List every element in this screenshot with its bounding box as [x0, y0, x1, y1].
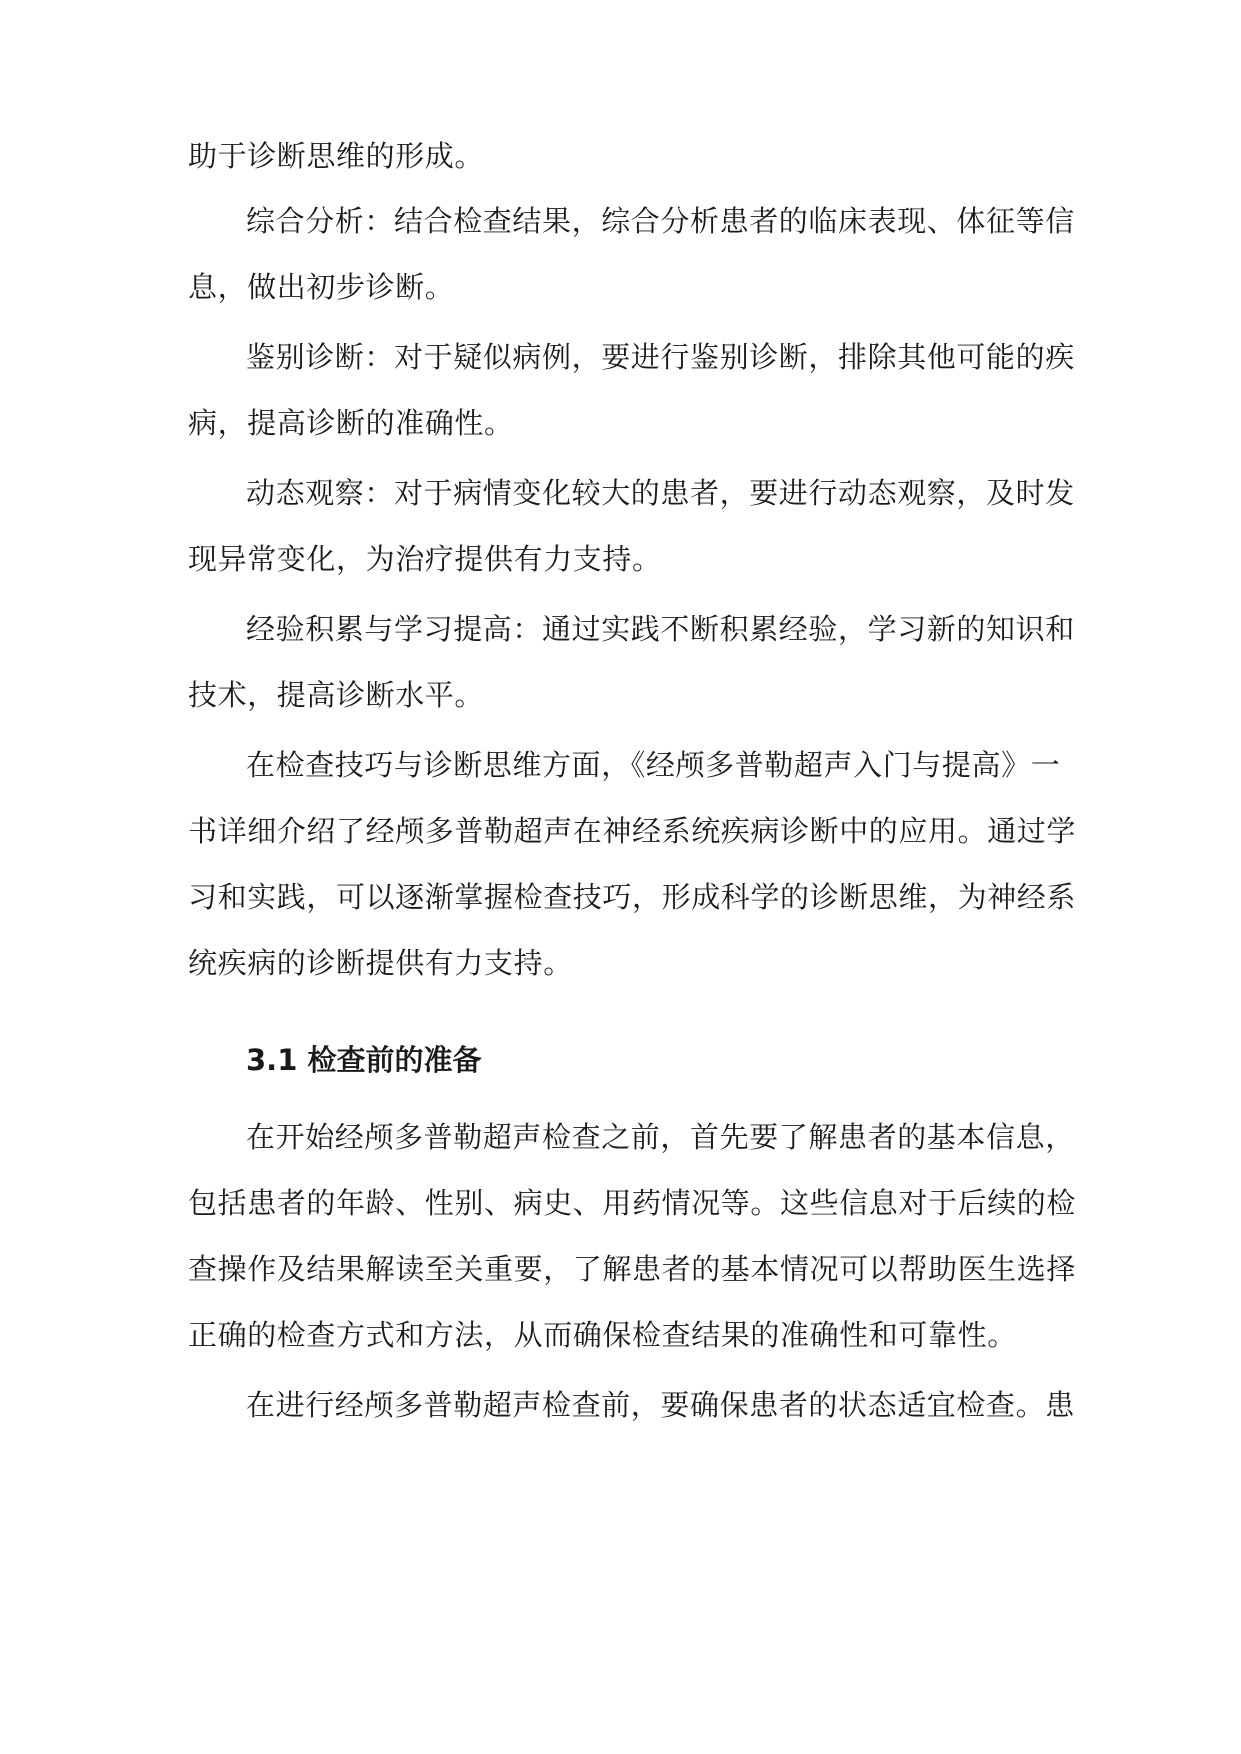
paragraph-line: 统疾病的诊断提供有力支持。: [188, 946, 573, 980]
section-heading: 3.1 检查前的准备: [246, 1043, 482, 1077]
paragraph-line: 现异常变化，为治疗提供有力支持。: [188, 542, 662, 576]
paragraph-line: 技术，提高诊断水平。: [188, 678, 485, 712]
paragraph-line: 正确的检查方式和方法，从而确保检查结果的准确性和可靠性。: [188, 1318, 1017, 1352]
paragraph-line: 鉴别诊断：对于疑似病例，要进行鉴别诊断，排除其他可能的疾: [246, 340, 1075, 374]
paragraph-line: 习和实践，可以逐渐掌握检查技巧，形成科学的诊断思维，为神经系: [188, 880, 1077, 914]
paragraph-line: 查操作及结果解读至关重要，了解患者的基本情况可以帮助医生选择: [188, 1252, 1077, 1286]
paragraph-line: 病，提高诊断的准确性。: [188, 406, 514, 440]
paragraph-line: 在进行经颅多普勒超声检查前，要确保患者的状态适宜检查。患: [246, 1388, 1075, 1422]
paragraph-line: 书详细介绍了经颅多普勒超声在神经系统疾病诊断中的应用。通过学: [188, 814, 1077, 848]
paragraph-line: 息，做出初步诊断。: [188, 270, 455, 304]
paragraph-line: 动态观察：对于病情变化较大的患者，要进行动态观察，及时发: [246, 476, 1075, 510]
paragraph-line: 包括患者的年龄、性别、病史、用药情况等。这些信息对于后续的检: [188, 1186, 1077, 1220]
paragraph-line: 综合分析：结合检查结果，综合分析患者的临床表现、体征等信: [246, 204, 1075, 238]
paragraph-line: 助于诊断思维的形成。: [188, 139, 485, 173]
paragraph-line: 在开始经颅多普勒超声检查之前，首先要了解患者的基本信息，: [246, 1120, 1075, 1154]
paragraph-line: 在检查技巧与诊断思维方面，《经颅多普勒超声入门与提高》一: [246, 748, 1061, 782]
paragraph-line: 经验积累与学习提高：通过实践不断积累经验，学习新的知识和: [246, 612, 1075, 646]
